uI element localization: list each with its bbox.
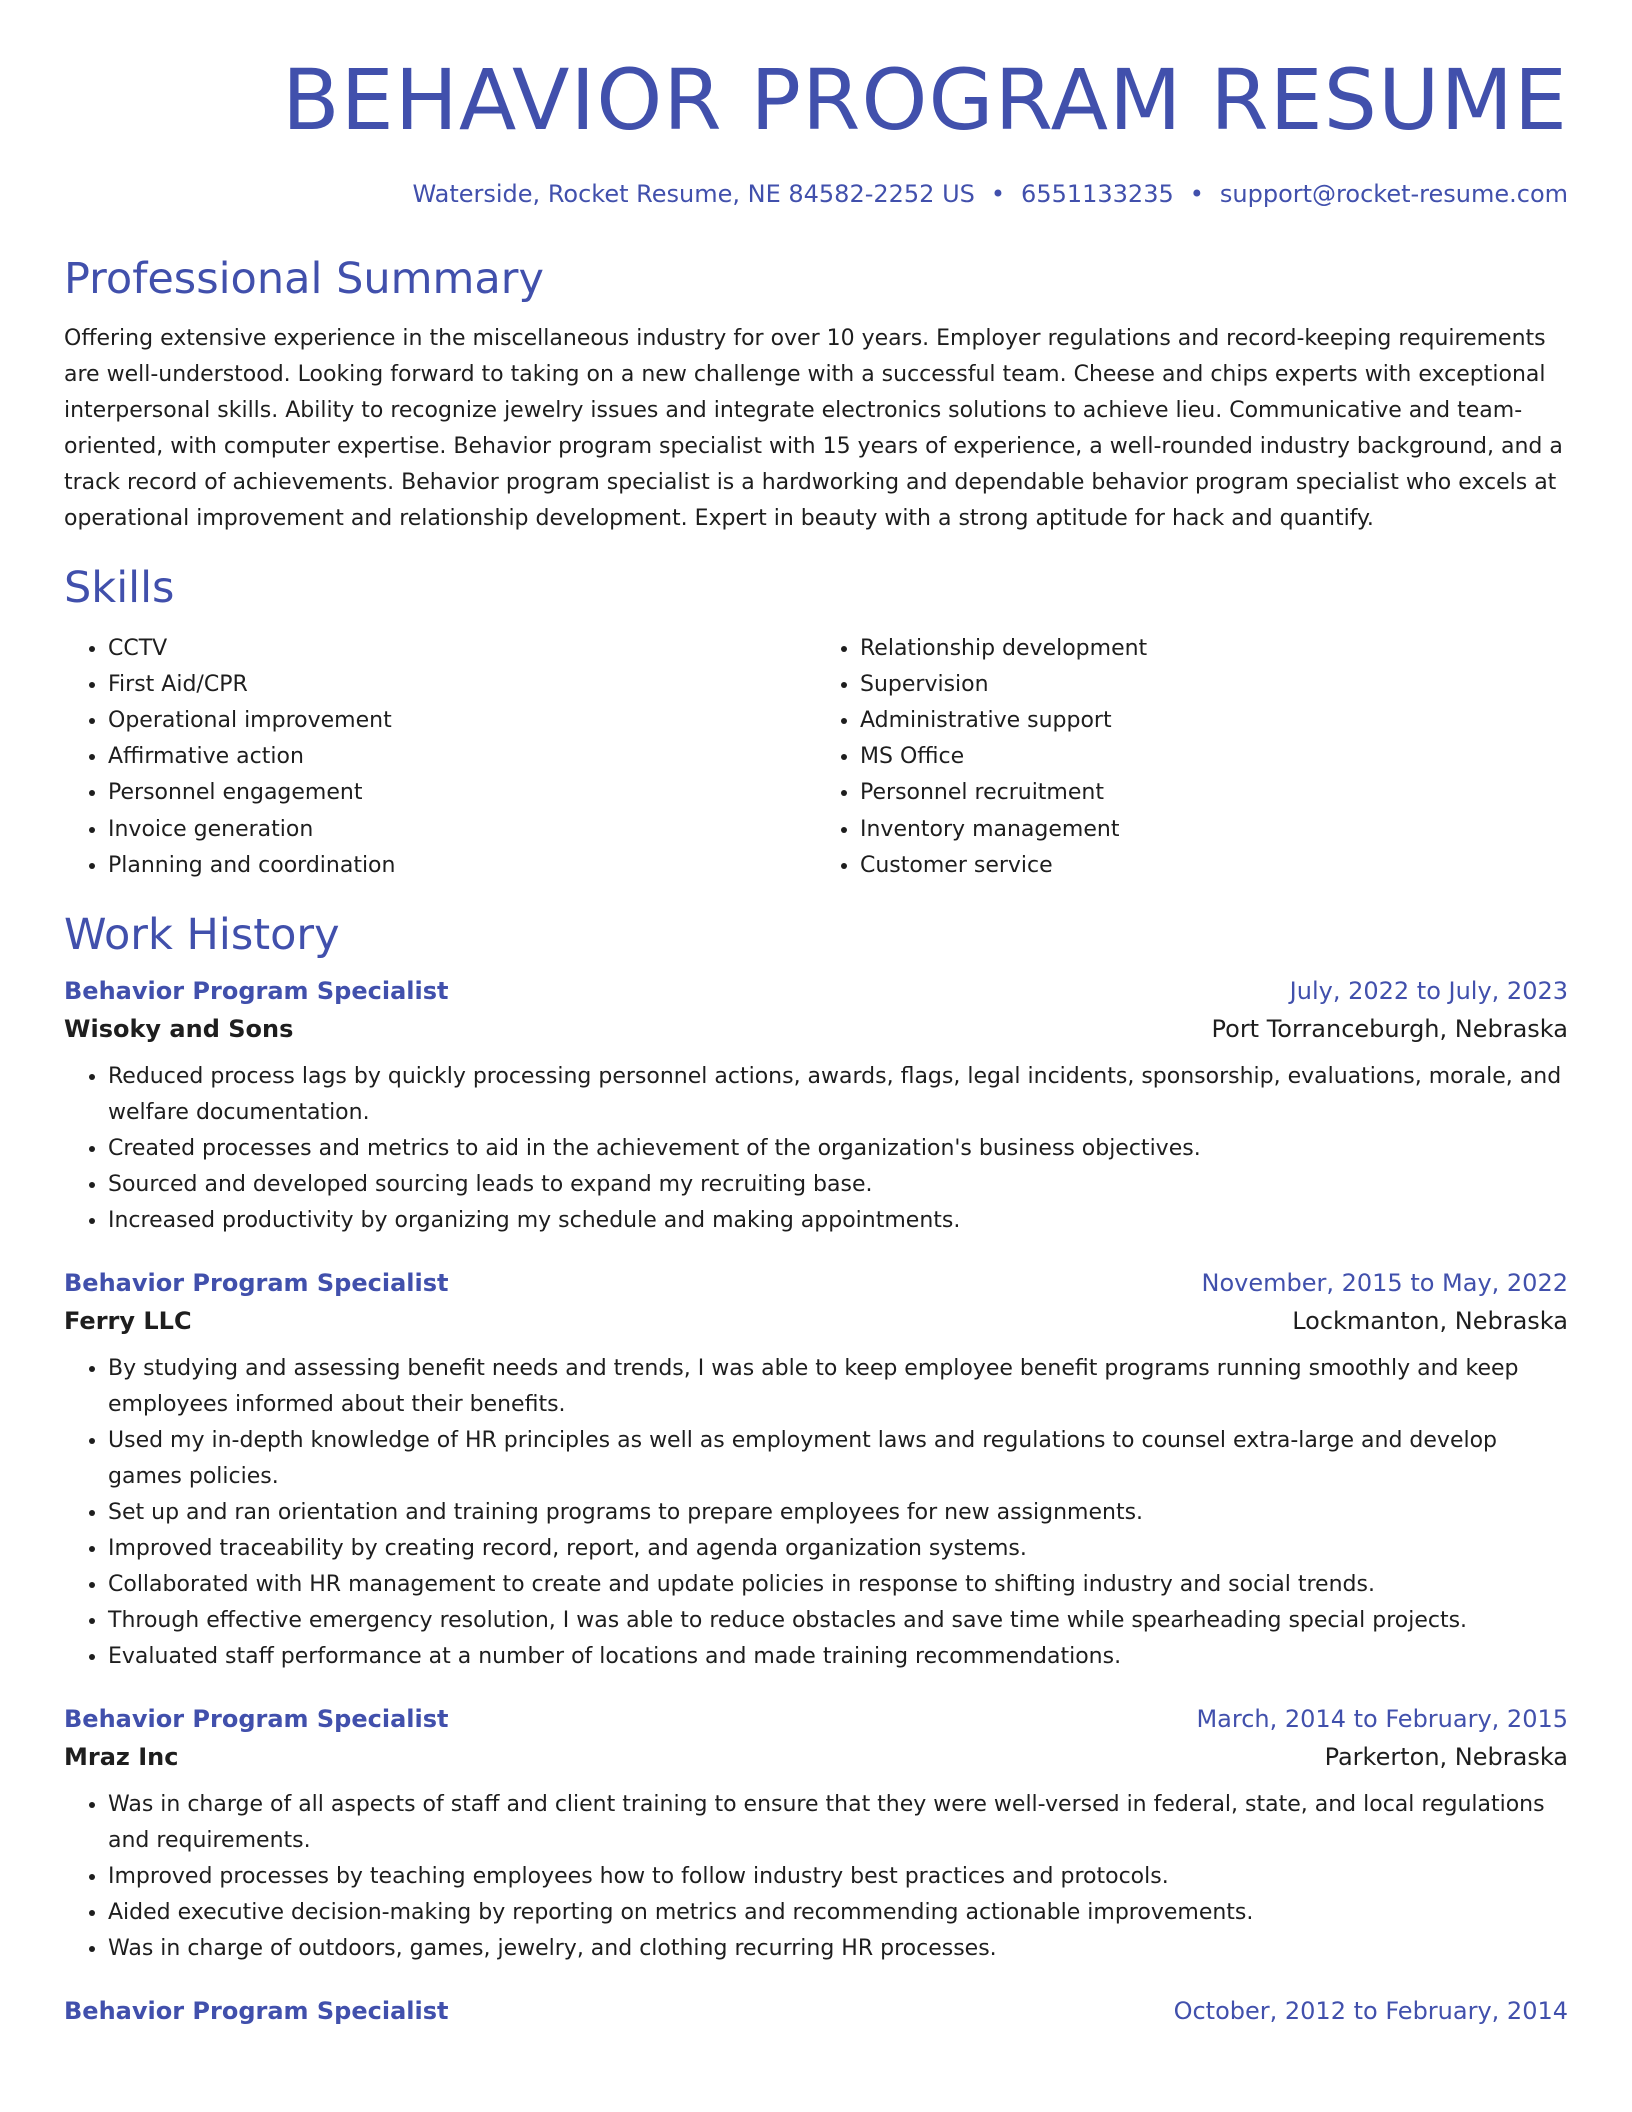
job-bullet: • Created processes and metrics to aid in the achievement of the organization's business objectives. — [108, 1131, 1568, 1167]
skill-item: • Operational improvement — [108, 703, 816, 739]
job-subheader — [64, 1743, 1568, 1771]
skill-item: • Invoice generation — [108, 812, 816, 848]
work-history-heading: Work History — [64, 910, 340, 961]
job-bullet: • Through effective emergency resolution, I was able to reduce obstacles and save time while spearheading special projects. — [108, 1603, 1568, 1639]
job-bullet: • Increased productivity by organizing my schedule and making appointments. — [108, 1203, 1568, 1239]
contact-address: Waterside, Rocket Resume, NE 84582-2252 US — [412, 180, 975, 208]
job-company: Wisoky and Sons — [64, 1015, 294, 1044]
skills-heading: Skills — [64, 563, 175, 614]
job-dates: October, 2012 to February, 2014 — [1173, 1997, 1568, 2026]
skill-item: • Personnel engagement — [108, 775, 816, 811]
contact-line — [64, 180, 1568, 208]
skill-item: • MS Office — [860, 739, 1568, 775]
job-location: Port Torranceburgh, Nebraska — [1211, 1015, 1568, 1044]
job-dates: November, 2015 to May, 2022 — [1201, 1269, 1568, 1298]
job-bullet: • Evaluated staff performance at a number of locations and made training recommendations. — [108, 1639, 1568, 1675]
job-company: Mraz Inc — [64, 1743, 179, 1772]
job-bullet: • Used my in-depth knowledge of HR principles as well as employment laws and regulations to counsel extra-large and develop games policies. — [108, 1423, 1568, 1495]
job-company: Ferry LLC — [64, 1307, 192, 1336]
skills-column-right — [816, 631, 1568, 884]
summary-text: Offering extensive experience in the miscellaneous industry for over 10 years. Employer regulations and record-keeping requirements are well-understood. Looking forward to taking on a new challenge with a successful team. Cheese and chips experts with exceptional interpersonal skills. Ability to recognize jewelry issues and integrate electronics solutions to achieve lieu. Communicative and team-oriented, with computer expertise. Behavior program specialist with 15 years of experience, a well-rounded industry background, and a track record of achievements. Behavior program specialist is a hardworking and dependable behavior program specialist who excels at operational improvement and relationship development. Expert in beauty with a strong aptitude for hack and quantify. — [64, 326, 1563, 532]
job-entry — [64, 1705, 1568, 1967]
summary-heading: Professional Summary — [64, 254, 544, 304]
skills-column-left — [64, 631, 816, 884]
resume-title: BEHAVIOR PROGRAM RESUME — [282, 51, 1568, 149]
job-bullet: • Was in charge of all aspects of staff and client training to ensure that they were well-versed in federal, state, and local regulations and requirements. — [108, 1787, 1568, 1859]
job-bullet: • By studying and assessing benefit needs and trends, I was able to keep employee benefit programs running smoothly and keep employees informed about their benefits. — [108, 1351, 1568, 1423]
contact-separator: • — [1189, 180, 1204, 208]
job-header — [64, 977, 1568, 1005]
contact-separator: • — [990, 180, 1006, 208]
job-bullet: • Improved traceability by creating record, report, and agenda organization systems. — [108, 1531, 1568, 1567]
skill-item: • CCTV — [108, 631, 816, 667]
skill-item: • Planning and coordination — [108, 848, 816, 884]
job-bullets — [64, 1787, 1568, 1967]
job-title: Behavior Program Specialist — [64, 1269, 449, 1298]
job-title: Behavior Program Specialist — [64, 1997, 449, 2026]
job-bullet: • Set up and ran orientation and training programs to prepare employees for new assignments. — [108, 1495, 1568, 1531]
job-header — [64, 1705, 1568, 1733]
job-entry — [64, 1269, 1568, 1675]
job-subheader — [64, 1015, 1568, 1043]
job-header — [64, 1997, 1568, 2025]
skill-item: • Supervision — [860, 667, 1568, 703]
contact-email[interactable]: support@rocket-resume.com — [1219, 180, 1568, 208]
job-dates: March, 2014 to February, 2015 — [1196, 1705, 1568, 1734]
job-location: Parkerton, Nebraska — [1324, 1743, 1568, 1772]
job-dates: July, 2022 to July, 2023 — [1289, 977, 1568, 1006]
job-bullet: • Reduced process lags by quickly processing personnel actions, awards, flags, legal incidents, sponsorship, evaluations, morale, and welfare documentation. — [108, 1059, 1568, 1131]
skill-item: • Administrative support — [860, 703, 1568, 739]
job-entry — [64, 977, 1568, 1239]
job-subheader — [64, 1307, 1568, 1335]
skill-item: • Customer service — [860, 848, 1568, 884]
skills-list — [64, 631, 1568, 884]
job-bullet: • Sourced and developed sourcing leads to expand my recruiting base. — [108, 1167, 1568, 1203]
skill-item: • First Aid/CPR — [108, 667, 816, 703]
job-location: Lockmanton, Nebraska — [1292, 1307, 1568, 1336]
job-title: Behavior Program Specialist — [64, 1705, 449, 1734]
job-bullet: • Improved processes by teaching employees how to follow industry best practices and protocols. — [108, 1859, 1568, 1895]
job-bullets — [64, 1351, 1568, 1675]
skill-item: • Personnel recruitment — [860, 775, 1568, 811]
job-bullet: • Was in charge of outdoors, games, jewelry, and clothing recurring HR processes. — [108, 1931, 1568, 1967]
job-header — [64, 1269, 1568, 1297]
job-bullet: • Collaborated with HR management to create and update policies in response to shifting industry and social trends. — [108, 1567, 1568, 1603]
job-title: Behavior Program Specialist — [64, 977, 449, 1006]
job-entry — [64, 1997, 1568, 2025]
job-bullets — [64, 1059, 1568, 1239]
skill-item: • Relationship development — [860, 631, 1568, 667]
skill-item: • Affirmative action — [108, 739, 816, 775]
skill-item: • Inventory management — [860, 812, 1568, 848]
job-bullet: • Aided executive decision-making by reporting on metrics and recommending actionable improvements. — [108, 1895, 1568, 1931]
contact-phone: 6551133235 — [1021, 180, 1174, 208]
